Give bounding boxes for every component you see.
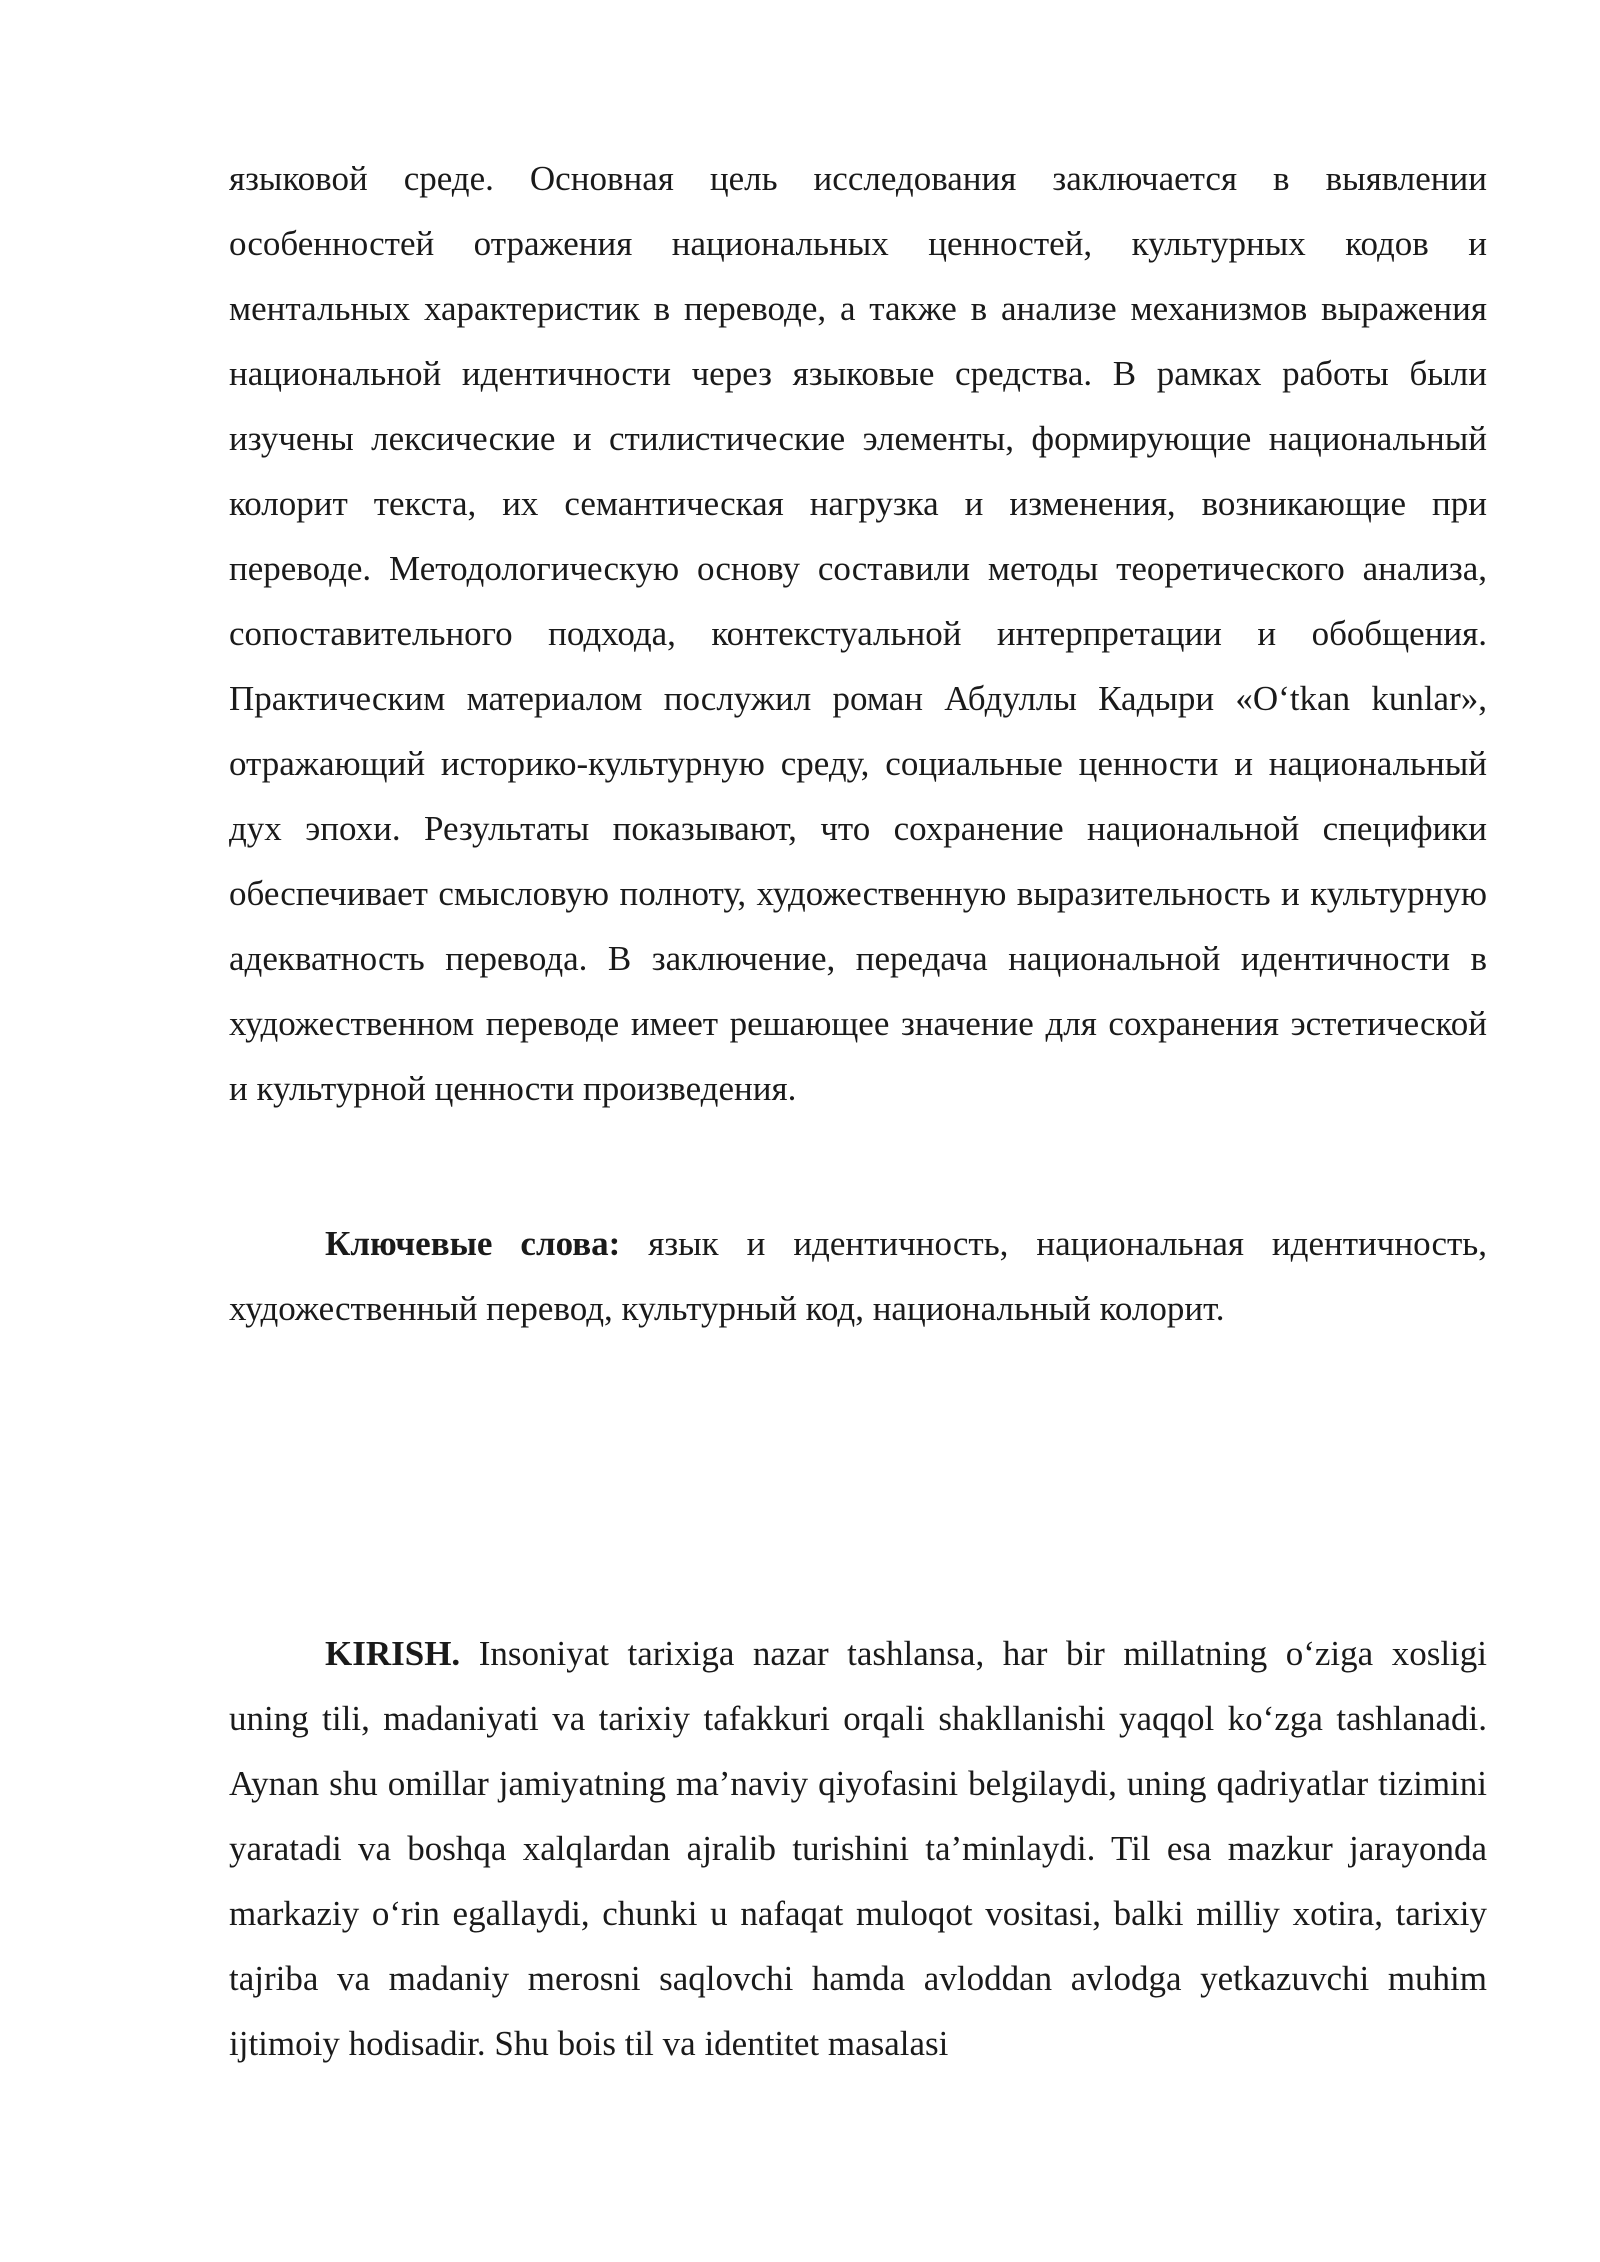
intro-paragraph bbox=[229, 1621, 1487, 2076]
intro-text: Insoniyat tarixiga nazar tashlansa, har bir millatning o‘ziga xosligi uning tili, madaniyati va tarixiy tafakkuri orqali shakllanishi yaqqol ko‘zga tashlanadi. Aynan shu omillar jamiyatning ma’naviy qiyofasini belgilaydi, uning qadriyatlar tizimini yaratadi va boshqa xalqlardan ajralib turishini ta’minlaydi. Til esa mazkur jarayonda markaziy o‘rin egallaydi, chunki u nafaqat muloqot vositasi, balki milliy xotira, tarixiy tajriba va madaniy merosni saqlovchi hamda avloddan avlodga yetkazuvchi muhim ijtimoiy hodisadir. Shu bois til va identitet masalasi bbox=[229, 1634, 1487, 2063]
abstract-paragraph: языковой среде. Основная цель исследования заключается в выявлении особенностей отражения национальных ценностей, культурных кодов и ментальных характеристик в переводе, а также в анализе механизмов выражения национальной идентичности через языковые средства. В рамках работы были изучены лексические и стилистические элементы, формирующие национальный колорит текста, их семантическая нагрузка и изменения, возникающие при переводе. Методологическую основу составили методы теоретического анализа, сопоставительного подхода, контекстуальной интерпретации и обобщения. Практическим материалом послужил роман Абдуллы Кадыри «O‘tkan kunlar», отражающий историко-культурную среду, социальные ценности и национальный дух эпохи. Результаты показывают, что сохранение национальной специфики обеспечивает смысловую полноту, художественную выразительность и культурную адекватность перевода. В заключение, передача национальной идентичности в художественном переводе имеет решающее значение для сохранения эстетической и культурной ценности произведения. bbox=[229, 159, 1487, 1108]
keywords-text: язык и идентичность, национальная идентичность, художественный перевод, культурный код, национальный колорит. bbox=[229, 1224, 1487, 1328]
keywords-label: Ключевые слова: bbox=[325, 1224, 621, 1263]
keywords-paragraph bbox=[229, 1211, 1487, 1341]
intro-label: KIRISH. bbox=[325, 1634, 461, 1673]
